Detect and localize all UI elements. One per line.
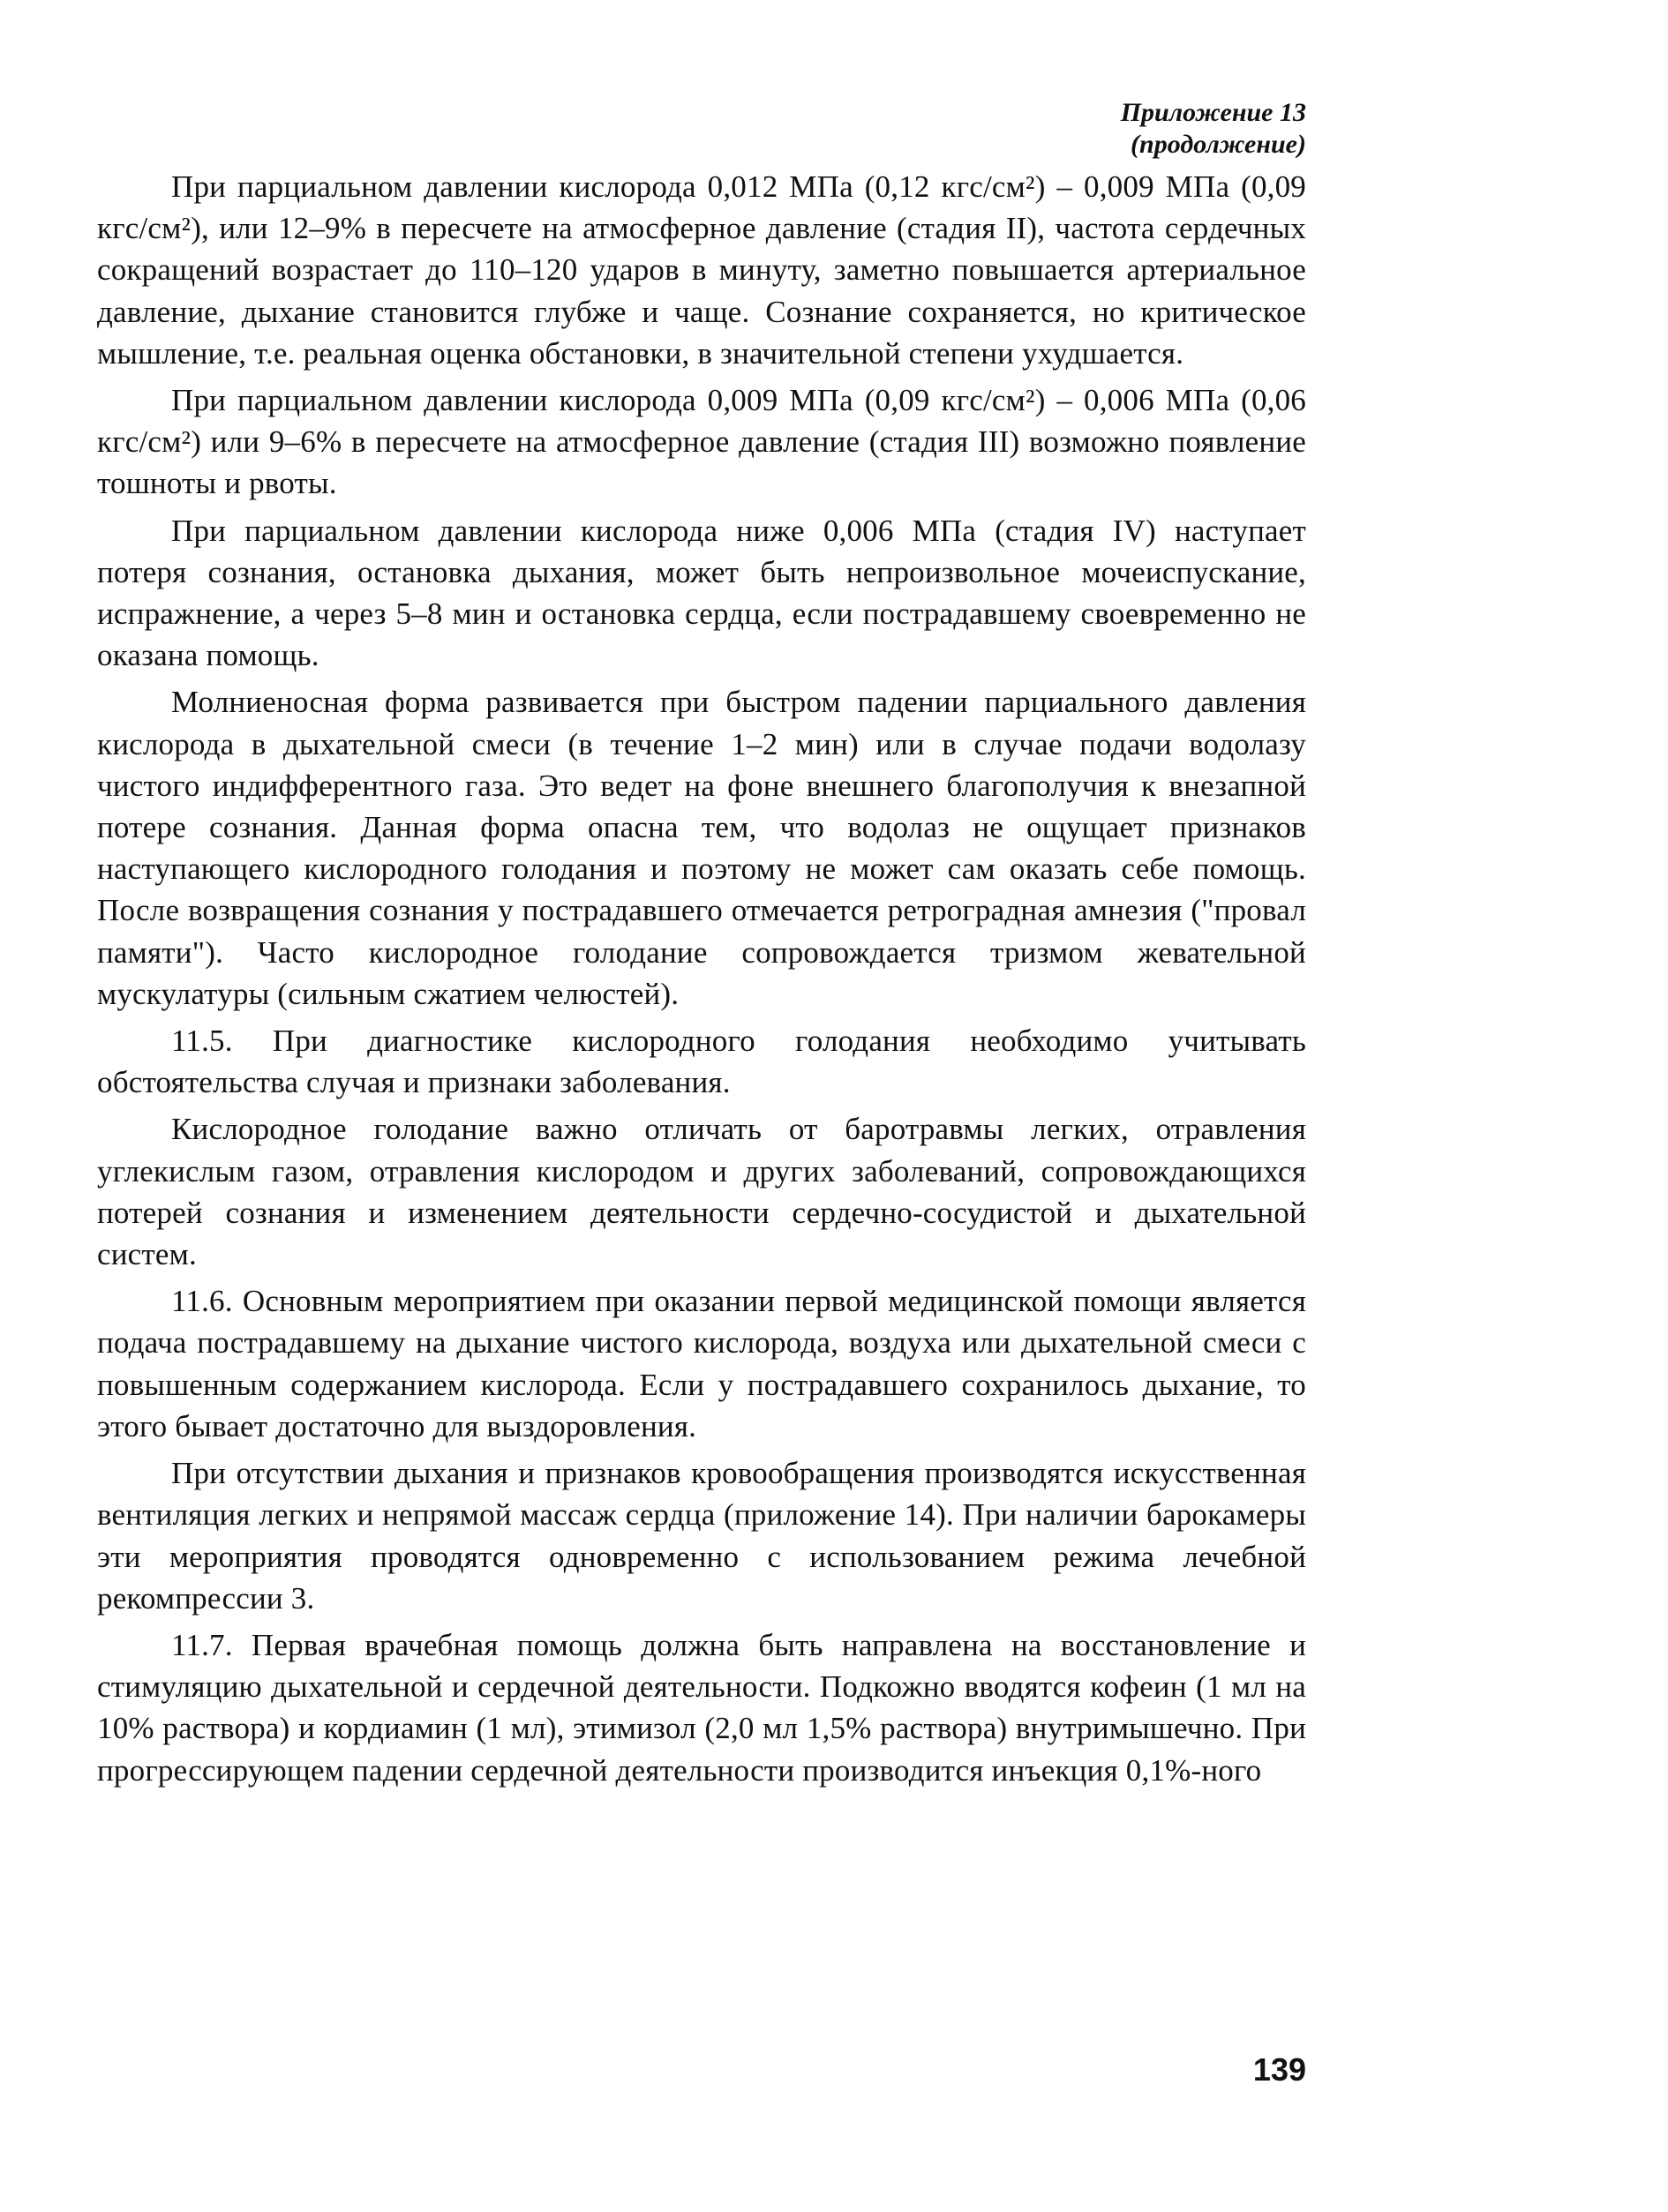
paragraph-11-6: 11.6. Основным мероприятием при оказании первой медицинской помощи является подача пострадавшему на дыхание чистого кислорода, воздуха или дыхательной смеси с повышенным содержанием кислорода. Если у пострадавшего сохранилось дыхание, то этого бывает достаточно для выздоровления. [97,1284,1306,1443]
paragraph-stage-3: При парциальном давлении кислорода 0,009 МПа (0,09 кгс/см²) – 0,006 МПа (0,06 кгс/см²) или 9–6% в пересчете на атмосферное давление (стадия III) возможно появление тошноты и рвоты. [97,383,1306,501]
running-header [97,97,1306,161]
paragraph-11-5: 11.5. При диагностике кислородного голодания необходимо учитывать обстоятельства случая и признаки заболевания. [97,1024,1306,1100]
paragraph-11-7: 11.7. Первая врачебная помощь должна быть направлена на восстановление и стимуляцию дыхательной и сердечной деятельности. Подкожно вводятся кофеин (1 мл на 10% раствора) и кордиамин (1 мл), этимизол (2,0 мл 1,5% раствора) внутримышечно. При прогрессирующем падении сердечной деятельности производится инъекция 0,1%-ного [97,1627,1306,1788]
continuation-label: (продолжение) [1131,130,1306,159]
paragraph-stage-2: При парциальном давлении кислорода 0,012 МПа (0,12 кгс/см²) – 0,009 МПа (0,09 кгс/см²), или 12–9% в пересчете на атмосферное давление (стадия II), частота сердечных сокращений возрастает до 110–120 ударов в минуту, заметно повышается артериальное давление, дыхание становится глубже и чаще. Сознание сохраняется, но критическое мышление, т.е. реальная оценка обстановки, в значительной степени ухудшается. [97,169,1306,371]
paragraph-differential: Кислородное голодание важно отличать от баротравмы легких, отравления углекислым газом, отравления кислородом и других заболеваний, сопровождающихся потерей сознания и изменением деятельности сердечно-сосудистой и дыхательной систем. [97,1112,1306,1272]
page-number: 139 [1252,2051,1306,2088]
appendix-label: Приложение 13 [1120,98,1306,127]
document-page [97,97,1306,1796]
paragraph-stage-4: При парциальном давлении кислорода ниже 0,006 МПа (стадия IV) наступает потеря сознания, остановка дыхания, может быть непроизвольное мочеиспускание, испражнение, а через 5–8 мин и остановка сердца, если пострадавшему своевременно не оказана помощь. [97,513,1306,673]
body-text [97,166,1306,1791]
paragraph-fulminant-form: Молниеносная форма развивается при быстром падении парциального давления кислорода в дыхательной смеси (в течение 1–2 мин) или в случае подачи водолазу чистого индифферентного газа. Это ведет на фоне внешнего благополучия к внезапной потере сознания. Данная форма опасна тем, что водолаз не ощущает признаков наступающего кислородного голодания и поэтому не может сам оказать себе помощь. После возвращения сознания у пострадавшего отмечается ретроградная амнезия ("провал памяти"). Часто кислородное голодание сопровождается тризмом жевательной мускулатуры (сильным сжатием челюстей). [97,685,1306,1011]
paragraph-no-breathing: При отсутствии дыхания и признаков кровообращения производятся искусственная вентиляция легких и непрямой массаж сердца (приложение 14). При наличии барокамеры эти мероприятия проводятся одновременно с использованием режима лечебной рекомпрессии 3. [97,1456,1306,1616]
